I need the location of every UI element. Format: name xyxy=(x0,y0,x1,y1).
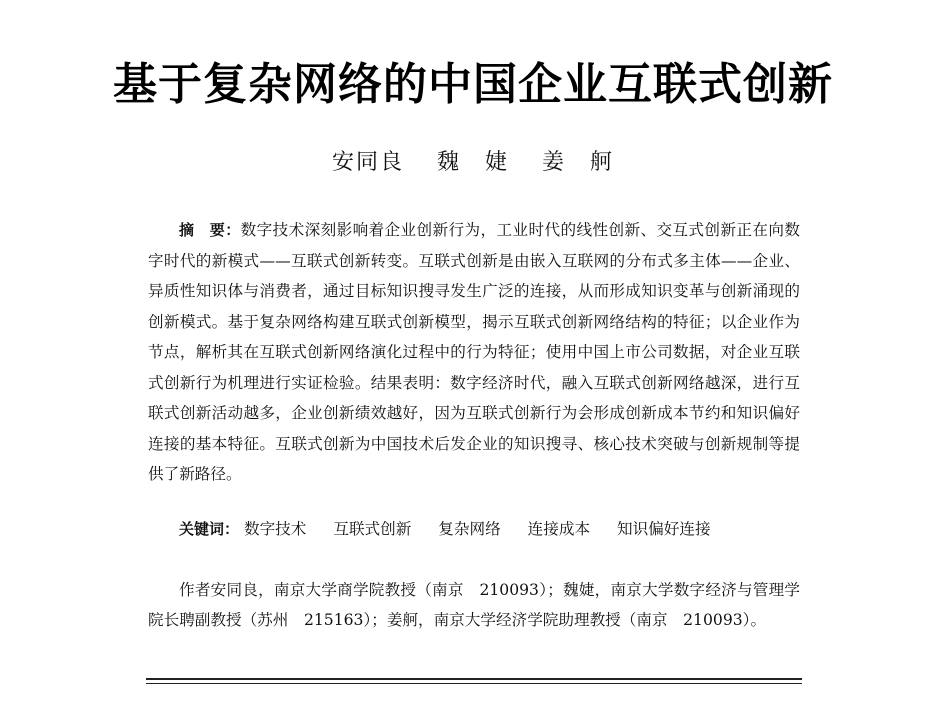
keyword: 复杂网络 xyxy=(438,520,501,538)
divider-rule xyxy=(146,683,802,684)
author-name: 姜 舸 xyxy=(542,150,615,175)
author-list xyxy=(0,145,946,176)
keywords-label: 关键词： xyxy=(179,520,240,538)
keyword: 连接成本 xyxy=(527,520,591,538)
abstract-text: 数字技术深刻影响着企业创新行为，工业时代的线性创新、交互式创新正在向数字时代的新模式——互联式创新转变。互联式创新是由嵌入互联网的分布式多主体——企业、异质性知识体与消费者，通过目标知识搜寻发生广泛的连接，从而形成知识变革与创新涌现的创新模式。基于复杂网络构建互联式创新模型，揭示互联式创新网络结构的特征；以企业作为节点，解析其在互联式创新网络演化过程中的行为特征；使用中国上市公司数据，对企业互联式创新行为机理进行实证检验。结果表明：数字经济时代，融入互联式创新网络越深，进行互联式创新活动越多，企业创新绩效越好，因为互联式创新行为会形成创新成本节约和知识偏好连接的基本特征。互联式创新为中国技术后发企业的知识搜寻、核心技术突破与创新规制等提供了新路径。 xyxy=(148,221,800,483)
abstract xyxy=(148,215,800,490)
keywords xyxy=(179,516,819,542)
keyword: 数字技术 xyxy=(243,520,307,538)
keyword: 互联式创新 xyxy=(333,520,412,538)
author-name: 魏 婕 xyxy=(436,150,509,175)
divider-rule xyxy=(146,678,802,680)
author-name: 安同良 xyxy=(331,150,404,175)
paper-title: 基于复杂网络的中国企业互联式创新 xyxy=(113,59,833,110)
abstract-label: 摘 要： xyxy=(179,221,241,239)
keyword: 知识偏好连接 xyxy=(617,520,711,538)
author-note: 作者安同良，南京大学商学院教授（南京 210093）；魏婕，南京大学数字经济与管理学院长聘副教授（苏州 215163）；姜舸，南京大学经济学院助理教授（南京 210093）。 xyxy=(148,581,800,629)
